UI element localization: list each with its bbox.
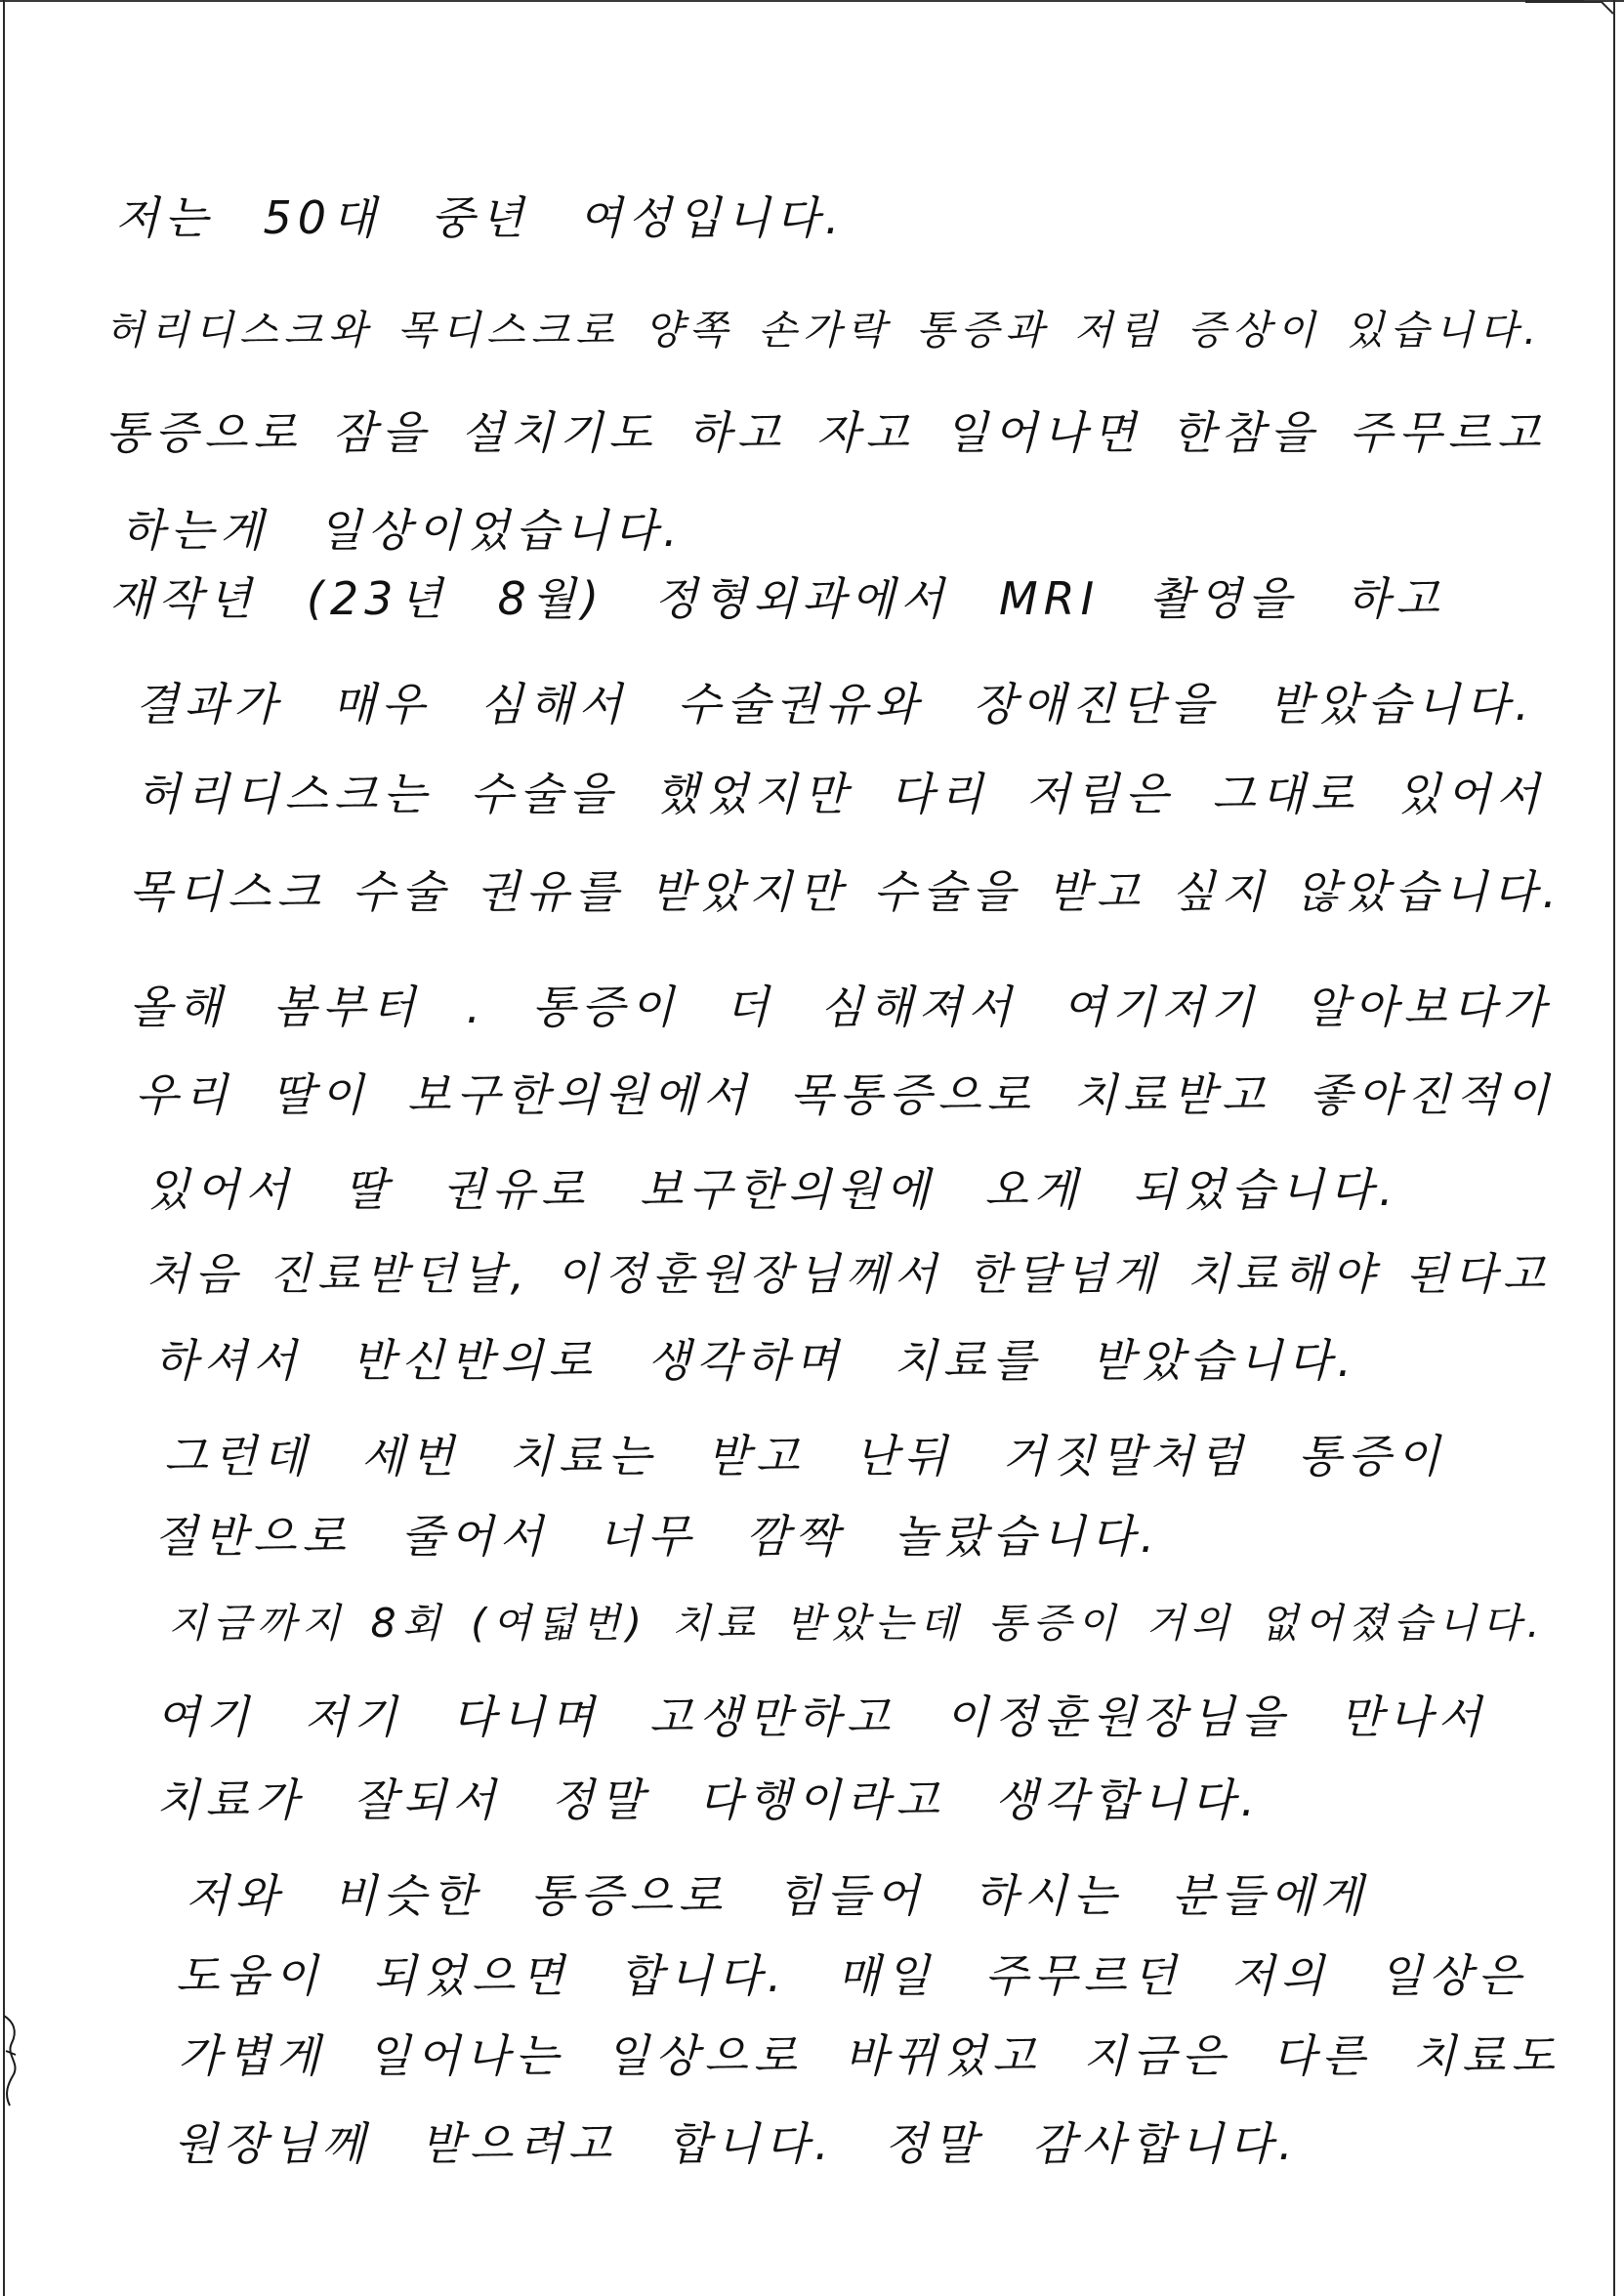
letter-line: 지금까지 8회 (여덟번) 치료 받았는데 통증이 거의 없어졌습니다.	[168, 1600, 1546, 1647]
letter-line: 허리디스크는 수술을 했었지만 다리 저림은 그대로 있어서	[137, 768, 1546, 820]
letter-line: 있어서 딸 권유로 보구한의원에 오게 되었습니다.	[146, 1163, 1399, 1216]
letter-line: 우리 딸이 보구한의원에서 목통증으로 치료받고 좋아진적이	[135, 1068, 1556, 1121]
letter-line: 하는게 일상이었습니다.	[121, 504, 684, 557]
letter-line: 목디스크 수술 권유를 받았지만 수술을 받고 싶지 않았습니다.	[129, 865, 1562, 918]
letter-line: 여기 저기 다니며 고생만하고 이정훈원장님을 만나서	[156, 1691, 1487, 1743]
letter-line: 하셔서 반신반의로 생각하며 치료를 받았습니다.	[154, 1334, 1357, 1387]
letter-line: 절반으로 줄어서 너무 깜짝 놀랐습니다.	[154, 1510, 1161, 1563]
letter-line: 재작년 (23년 8월) 정형외과에서 MRI 촬영을 하고	[109, 572, 1445, 625]
letter-line: 허리디스크와 목디스크로 양쪽 손가락 통증과 저림 증상이 있습니다.	[105, 307, 1543, 354]
letter-line: 처음 진료받던날, 이정훈원장님께서 한달넘게 치료해야 된다고	[146, 1248, 1552, 1300]
letter-line: 그런데 세번 치료는 받고 난뒤 거짓말처럼 통증이	[164, 1430, 1446, 1482]
letter-line: 치료가 잘되서 정말 다행이라고 생각합니다.	[156, 1774, 1261, 1826]
letter-line: 저와 비슷한 통증으로 힘들어 하시는 분들에게	[186, 1869, 1369, 1922]
letter-line: 저는 50대 중년 여성입니다.	[115, 191, 846, 244]
letter-line: 올해 봄부터 . 통증이 더 심해져서 여기저기 알아보다가	[129, 981, 1552, 1033]
letter-line: 도움이 되었으면 합니다. 매일 주무르던 저의 일상은	[176, 1949, 1527, 2002]
letter-line: 가볍게 일어나는 일상으로 바뀌었고 지금은 다른 치료도	[178, 2029, 1561, 2082]
letter-line: 결과가 매우 심해서 수술권유와 장애진단을 받았습니다.	[135, 678, 1535, 731]
letter-line: 통증으로 잠을 설치기도 하고 자고 일어나면 한참을 주무르고	[105, 406, 1547, 459]
letter-line: 원장님께 받으려고 합니다. 정말 감사합니다.	[174, 2117, 1299, 2170]
